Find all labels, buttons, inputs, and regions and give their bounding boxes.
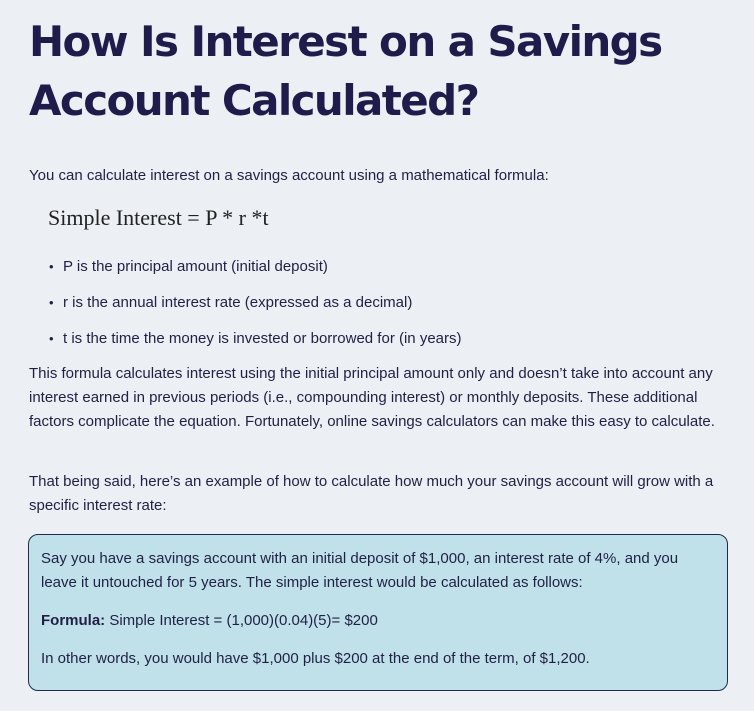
list-item-text: r is the annual interest rate (expressed as a decimal) xyxy=(63,294,413,311)
bullet-icon: • xyxy=(49,259,54,274)
formula-label: Formula: xyxy=(41,612,106,629)
formula-value: Simple Interest = (1,000)(0.04)(5)= $200 xyxy=(105,612,378,629)
heading-line-2: Account Calculated? xyxy=(29,76,479,125)
list-item-text: P is the principal amount (initial deposit) xyxy=(63,258,328,275)
variable-list xyxy=(29,250,462,358)
paragraph-explanation: This formula calculates interest using the initial principal amount only and doesn’t take into account any interest earned in previous periods (i.e., compounding interest) or monthly deposits. These additional factors complicate the equation. Fortunately, online savings calculators can make this easy to calculate. xyxy=(29,365,715,430)
heading-line-1: How Is Interest on a Savings xyxy=(29,17,662,66)
list-item-text: t is the time the money is invested or borrowed for (in years) xyxy=(63,330,462,347)
formula-text: Simple Interest = P * r *t xyxy=(48,205,269,230)
article-heading xyxy=(29,12,729,130)
example-text: Say you have a savings account with an initial deposit of $1,000, an interest rate of 4%, and you leave it untouched for 5 years. The simple interest would be calculated as follows: xyxy=(41,550,679,591)
list-item xyxy=(29,286,462,322)
example-formula xyxy=(41,609,715,633)
example-conclusion: In other words, you would have $1,000 plus $200 at the end of the term, of $1,200. xyxy=(41,650,590,667)
bullet-icon: • xyxy=(49,295,54,310)
list-item xyxy=(29,250,462,286)
paragraph-example-intro: That being said, here’s an example of how to calculate how much your savings account will grow with a specific interest rate: xyxy=(29,473,714,514)
bullet-icon: • xyxy=(49,331,54,346)
example-callout-box xyxy=(28,534,728,691)
list-item xyxy=(29,322,462,358)
intro-text: You can calculate interest on a savings account using a mathematical formula: xyxy=(29,167,549,184)
